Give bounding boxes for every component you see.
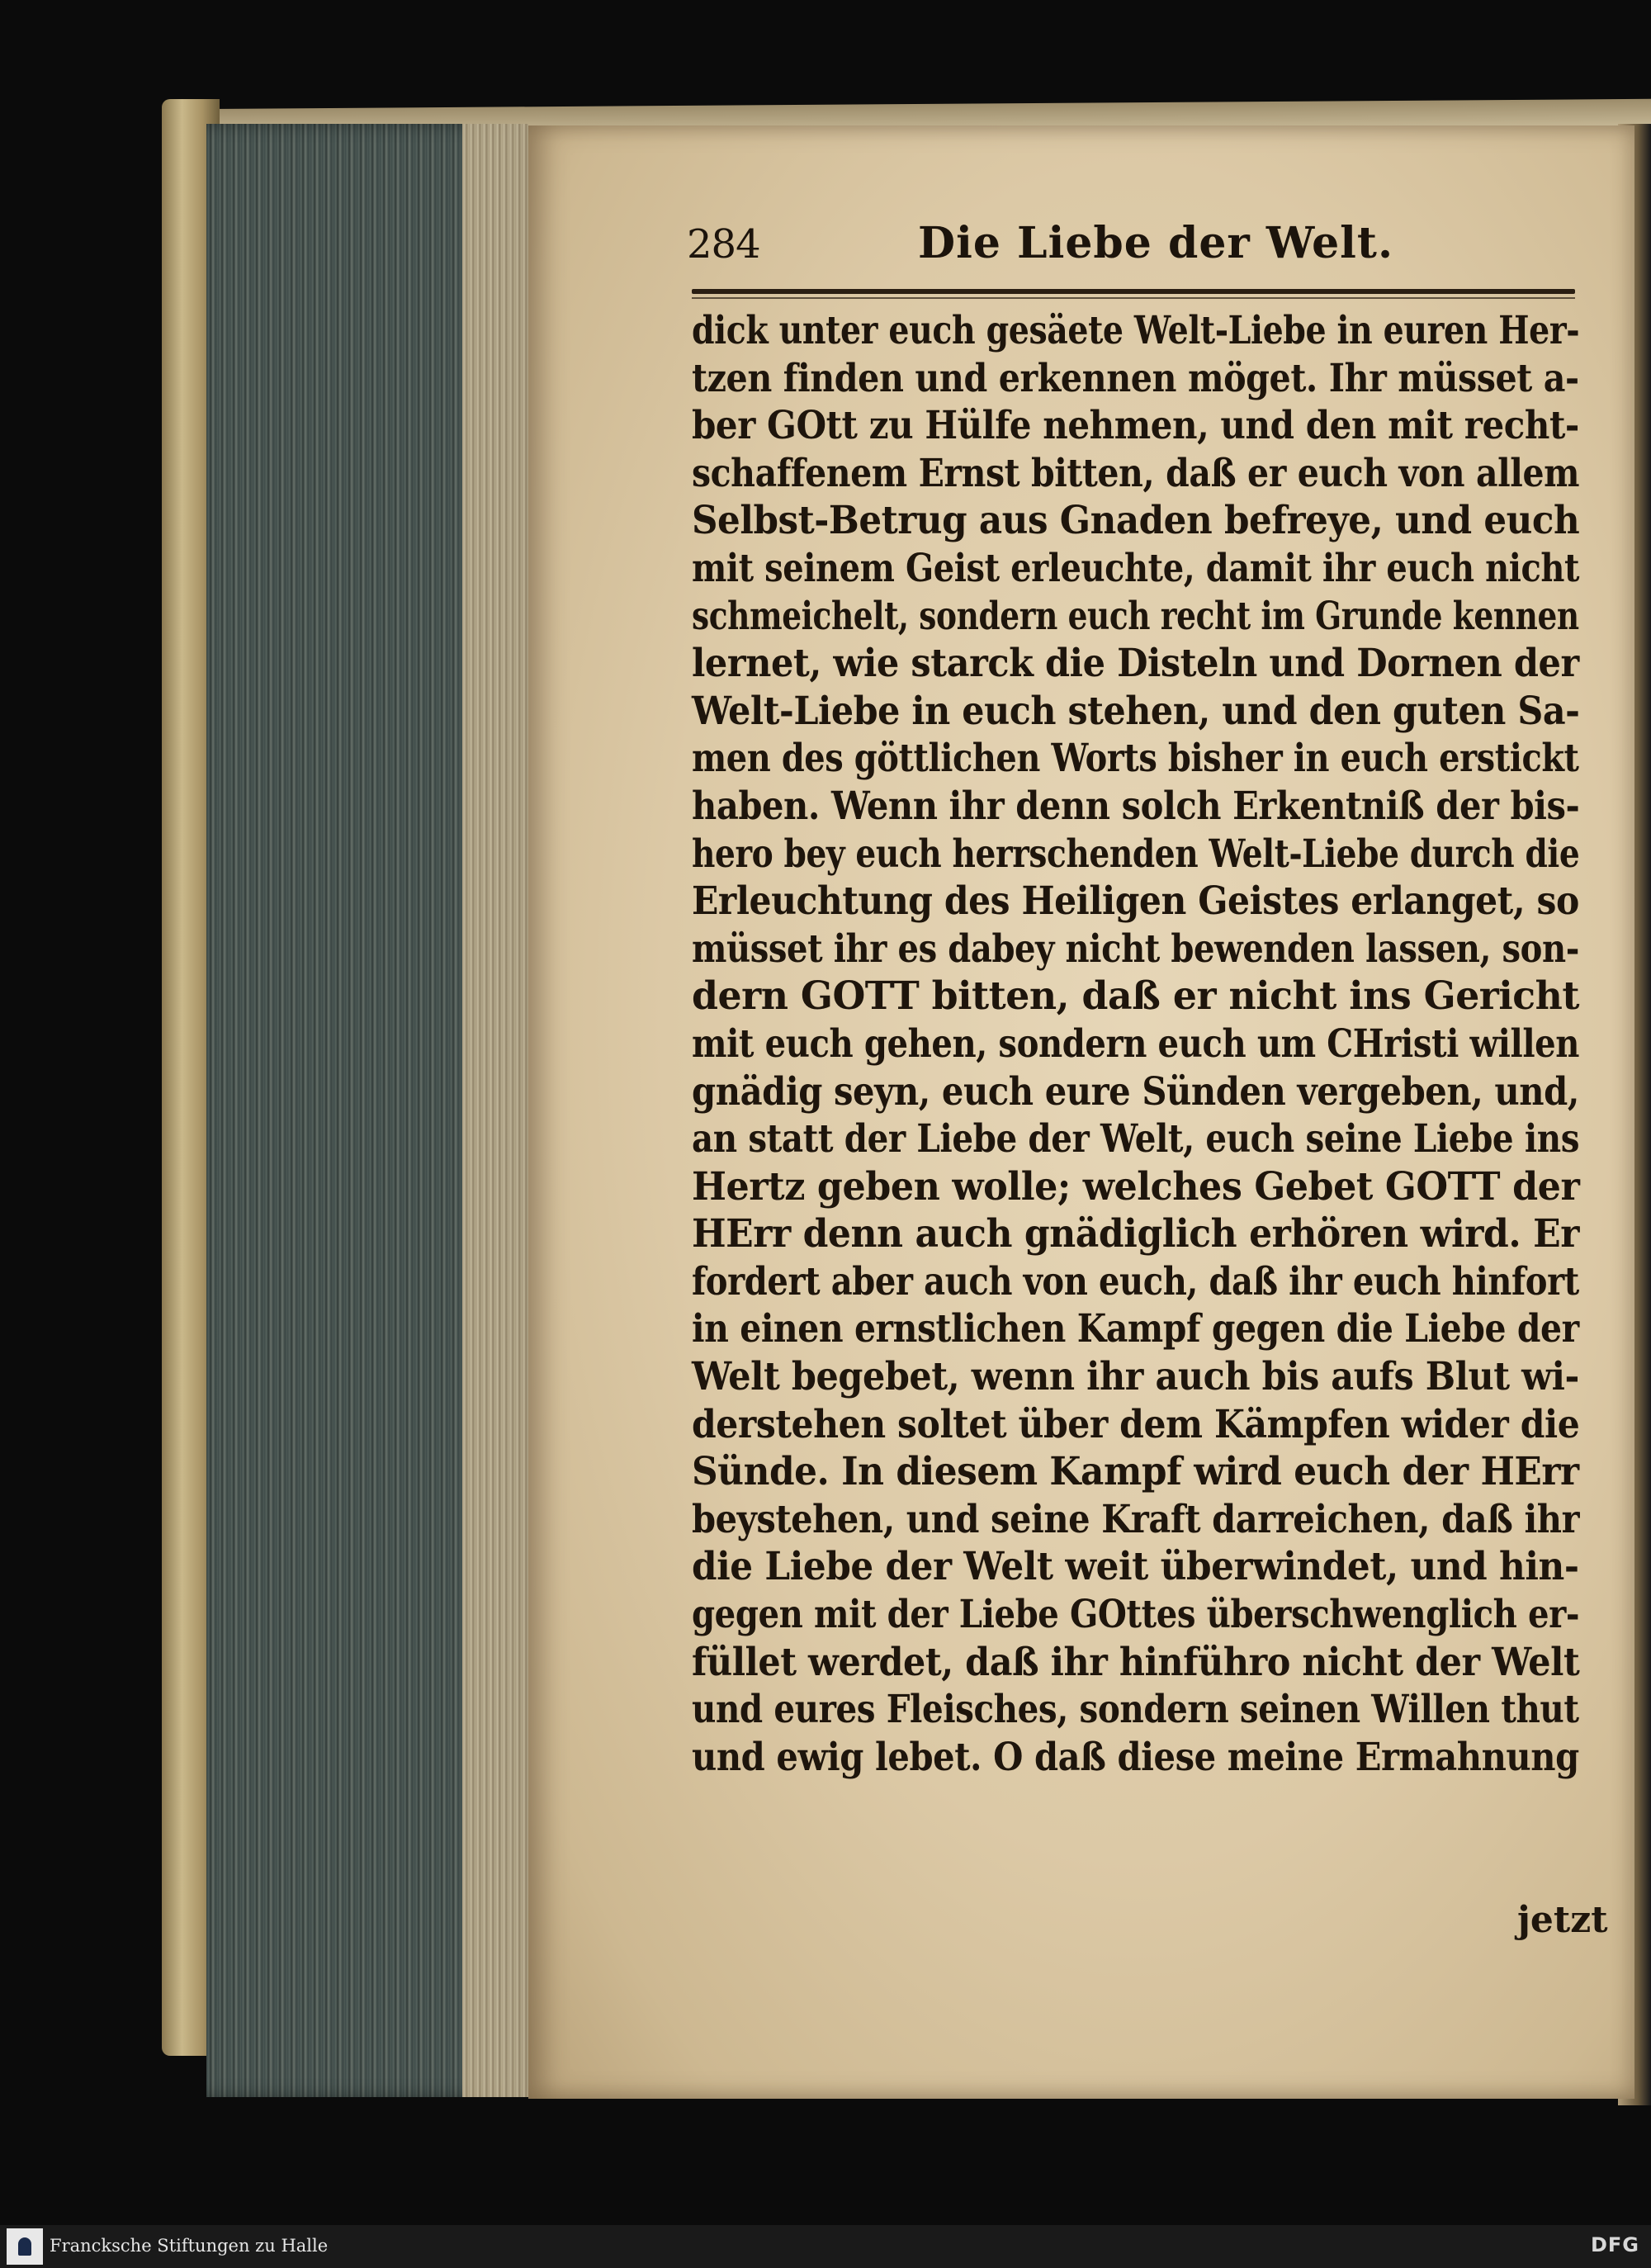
running-title: Die Liebe der Welt.: [918, 218, 1394, 268]
text-line: müsset ihr es dabey nicht bewenden lassen, son-: [692, 926, 1579, 972]
head-rule: [692, 289, 1575, 294]
text-line: Selbst-Betrug aus Gnaden befreye, und euch: [692, 498, 1580, 544]
text-line: derstehen soltet über dem Kämpfen wider die: [692, 1401, 1580, 1447]
text-line: Sünde. In diesem Kampf wird euch der HErr: [692, 1449, 1579, 1495]
text-line: Hertz geben wolle; welches Gebet GOTT der: [692, 1163, 1580, 1210]
institution-logo-icon: [7, 2228, 43, 2265]
viewer-footer: [0, 2225, 1651, 2268]
page-block-inner-edge: [462, 124, 528, 2097]
head-rule-thin: [692, 297, 1575, 299]
text-line: und eures Fleisches, sondern seinen Willen thut: [692, 1687, 1579, 1733]
text-line: mit seinem Geist erleuchte, damit ihr euch nicht: [692, 545, 1580, 591]
text-line: mit euch gehen, sondern euch um CHristi willen: [692, 1020, 1580, 1067]
body-text: [692, 307, 1583, 1781]
dfg-badge: DFG: [1590, 2233, 1639, 2256]
catchword: jetzt: [1517, 1899, 1608, 1941]
text-line: men des göttlichen Worts bisher in euch erstickt: [692, 736, 1579, 782]
text-line: beystehen, und seine Kraft darreichen, daß ihr: [692, 1496, 1580, 1542]
text-line: dern GOTT bitten, daß er nicht ins Gericht: [692, 973, 1580, 1020]
text-line: Welt-Liebe in euch stehen, und den guten Sa-: [692, 688, 1580, 734]
text-line: gegen mit der Liebe GOttes überschwenglich er-: [692, 1592, 1580, 1638]
text-line: füllet werdet, daß ihr hinführo nicht der Welt: [692, 1639, 1580, 1685]
text-line: schmeichelt, sondern euch recht im Grunde kennen: [692, 593, 1579, 639]
institution-name: Francksche Stiftungen zu Halle: [50, 2236, 329, 2256]
text-line: HErr denn auch gnädiglich erhören wird. Er: [692, 1211, 1579, 1257]
text-line: fordert aber auch von euch, daß ihr euch hinfort: [692, 1258, 1579, 1304]
text-line: haben. Wenn ihr denn solch Erkentniß der bis-: [692, 783, 1580, 829]
page-number: 284: [687, 221, 760, 268]
text-line: Welt begebet, wenn ihr auch bis aufs Blut wi-: [692, 1354, 1579, 1400]
text-line: hero bey euch herrschenden Welt-Liebe durch die: [692, 831, 1580, 877]
text-line: die Liebe der Welt weit überwindet, und hin-: [692, 1544, 1579, 1590]
text-line: gnädig seyn, euch eure Sünden vergeben, und,: [692, 1068, 1579, 1115]
text-line: lernet, wie starck die Disteln und Dornen der: [692, 641, 1579, 687]
text-line: tzen finden und erkennen möget. Ihr müsset a-: [692, 355, 1579, 401]
text-line: ber GOtt zu Hülfe nehmen, und den mit recht-: [692, 403, 1579, 449]
text-line: schaffenem Ernst bitten, daß er euch von allem: [692, 450, 1580, 496]
text-line: Erleuchtung des Heiligen Geistes erlanget, so: [692, 878, 1579, 925]
text-line: in einen ernstlichen Kampf gegen die Liebe der: [692, 1306, 1579, 1352]
text-line: dick unter euch gesäete Welt-Liebe in euren Her-: [692, 308, 1580, 353]
text-line: an statt der Liebe der Welt, euch seine Liebe ins: [692, 1116, 1580, 1162]
running-head: [687, 218, 1578, 279]
text-line: und ewig lebet. O daß diese meine Ermahnung: [692, 1734, 1579, 1780]
